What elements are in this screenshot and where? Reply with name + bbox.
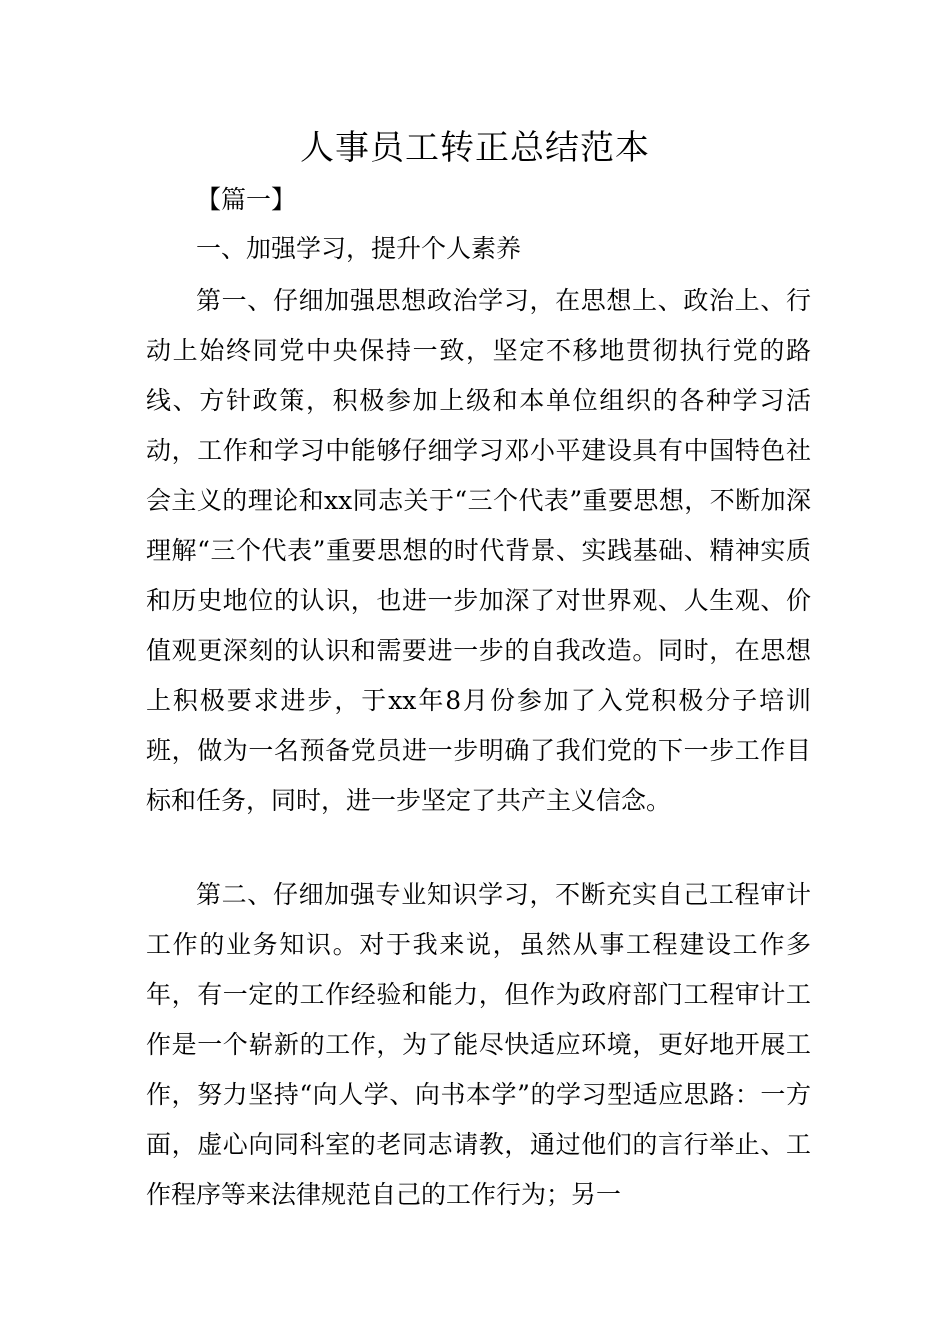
paragraph-1: 第一、仔细加强思想政治学习，在思想上、政治上、行动上始终同党中央保持一致，坚定不移地贯彻执行党的路线、方针政策，积极参加上级和本单位组织的各种学习活动，工作和学习中能够仔细学习邓小平建设具有中国特色社会主义的理论和xx同志关于“三个代表”重要思想，不断加深理解“三个代表”重要思想的时代背景、实践基础、精神实质和历史地位的认识，也进一步加深了对世界观、人生观、价值观更深刻的认识和需要进一步的自我改造。同时，在思想上积极要求进步，于xx年8月份参加了入党积极分子培训班，做为一名预备党员进一步明确了我们党的下一步工作目标和任务，同时，进一步坚定了共产主义信念。 xyxy=(146,286,811,815)
section-heading: 一、加强学习，提升个人素养 xyxy=(196,234,522,263)
document-title: 人事员工转正总结范本 xyxy=(300,128,650,168)
section-label: 【篇一】 xyxy=(196,185,297,214)
paragraph-2: 第二、仔细加强专业知识学习，不断充实自己工程审计工作的业务知识。对于我来说，虽然从事工程建设工作多年，有一定的工作经验和能力，但作为政府部门工程审计工作是一个崭新的工作，为了能尽快适应环境，更好地开展工作，努力坚持“向人学、向书本学”的学习型适应思路：一方面，虚心向同科室的老同志请教，通过他们的言行举止、工作程序等来法律规范自己的工作行为；另一 xyxy=(146,880,811,1209)
